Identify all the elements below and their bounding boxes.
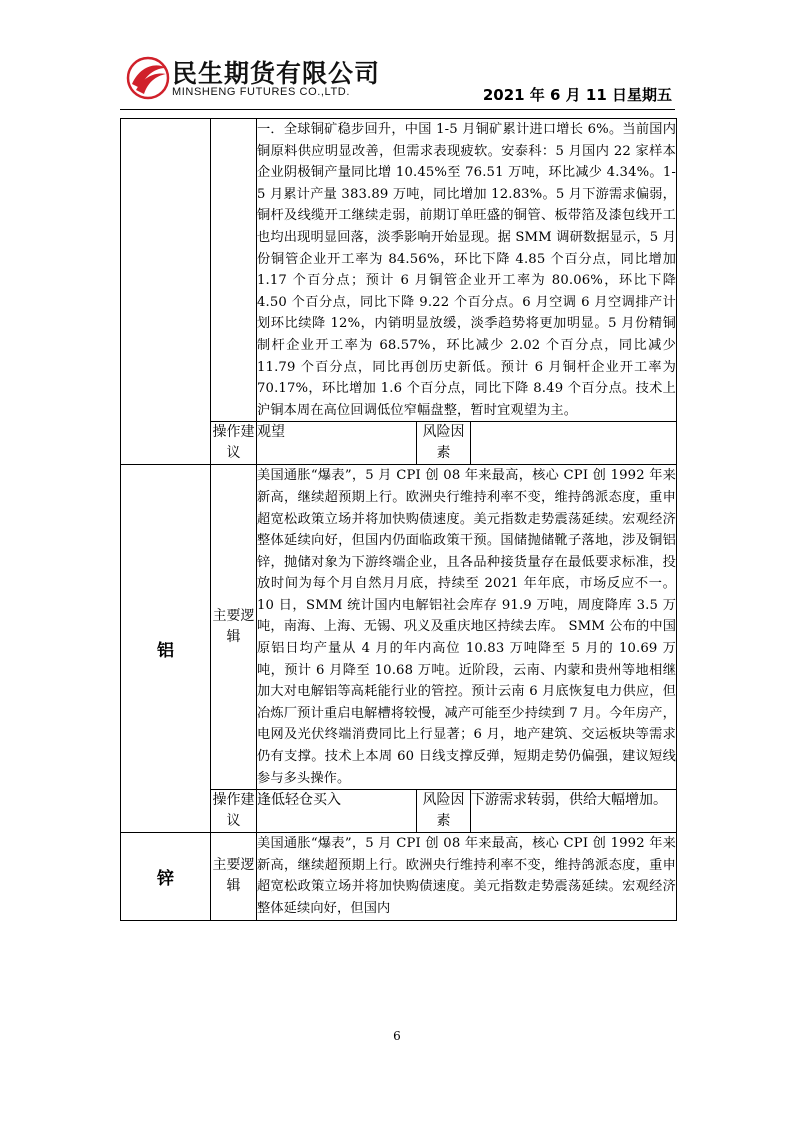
header-rule [120, 109, 675, 110]
aluminum-op-label: 操作建议 [211, 790, 257, 833]
zinc-logic-text: 美国通胀“爆表”，5 月 CPI 创 08 年来最高，核心 CPI 创 1992 年来新高，继续超预期上行。欧洲央行维持利率不变，维持鸽派态度，重申超宽松政策立场并将加快购债速度。美元指数走势震荡延续。宏观经济整体延续向好，但国内 [257, 833, 677, 920]
strategy-table [120, 118, 677, 921]
page-number: 6 [393, 1029, 401, 1043]
aluminum-risk-value: 下游需求转弱，供给大幅增加。 [471, 790, 677, 833]
aluminum-logic-text: 美国通胀“爆表”，5 月 CPI 创 08 年来最高，核心 CPI 创 1992 年来新高，继续超预期上行。欧洲央行维持利率不变，维持鸽派态度，重申超宽松政策立场并将加快购债速度。美元指数走势震荡延续。宏观经济整体延续向好，但国内仍面临政策干预。国储抛储靴子落地，涉及铜铝锌，抛储对象为下游终端企业，且各品种接货量存在最低要求标准，投放时间为每个月自然月月底，持续至 2021 年年底，市场反应不一。10 日，SMM 统计国内电解铝社会库存 91.9 万吨，周度降库 3.5 万吨，南海、上海、无锡、巩义及重庆地区持续去库。 SMM 公布的中国原铝日均产量从 4 月的年内高位 10.83 万吨降至 5 月的 10.69 万吨，预计 6 月降至 10.68 万吨。近阶段，云南、内蒙和贵州等地相继加大对电解铝等高耗能行业的管控。预计云南 6 月底恢复电力供应，但冶炼厂预计重启电解槽将较慢，减产可能至少持续到 7 月。今年房产，电网及光伏终端消费同比上行显著；6 月，地产建筑、交运板块等需求仍有支撑。技术上本周 60 日线支撑反弹，短期走势仍偏强，建议短线参与多头操作。 [257, 465, 677, 790]
copper-metal-cell [121, 119, 211, 465]
copper-op-value: 观望 [257, 422, 417, 465]
copper-op-label: 操作建议 [211, 422, 257, 465]
copper-logic-row [121, 119, 677, 422]
minsheng-logo-icon [126, 56, 170, 100]
copper-risk-label: 风险因素 [417, 422, 471, 465]
brand-name-en: MINSHENG FUTURES CO.,LTD. [172, 86, 350, 98]
aluminum-logic-label: 主要逻辑 [211, 465, 257, 790]
copper-logic-text: 一．全球铜矿稳步回升，中国 1-5 月铜矿累计进口增长 6%。当前国内铜原料供应明显改善，但需求表现疲软。安泰科：5 月国内 22 家样本企业阴极铜产量同比增 10.45%至 76.51 万吨，环比减少 4.34%。1-5 月累计产量 383.89 万吨，同比增加 12.83%。5 月下游需求偏弱，铜杆及线缆开工继续走弱，前期订单旺盛的铜管、板带箔及漆包线开工也均出现明显回落，淡季影响开始显现。据 SMM 调研数据显示，5 月份铜管企业开工率为 84.56%，环比下降 4.85 个百分点，同比增加 1.17 个百分点；预计 6 月铜管企业开工率为 80.06%，环比下降 4.50 个百分点，同比下降 9.22 个百分点。6 月空调 6 月空调排产计划环比续降 12%，内销明显放缓，淡季趋势将更加明显。5 月份精铜制杆企业开工率为 68.57%，环比减少 2.02 个百分点，同比减少 11.79 个百分点，同比再创历史新低。预计 6 月铜杆企业开工率为 70.17%，环比增加 1.6 个百分点，同比下降 8.49 个百分点。技术上沪铜本周在高位回调低位窄幅盘整，暂时宜观望为主。 [257, 119, 677, 422]
zinc-metal-label: 锌 [121, 833, 211, 920]
zinc-logic-label: 主要逻辑 [211, 833, 257, 920]
report-date: 2021 年 6 月 11 日星期五 [482, 86, 672, 104]
copper-risk-value [471, 422, 677, 465]
aluminum-risk-label: 风险因素 [417, 790, 471, 833]
zinc-logic-row [121, 833, 677, 920]
aluminum-metal-label: 铝 [121, 465, 211, 833]
aluminum-op-value: 逢低轻仓买入 [257, 790, 417, 833]
brand-name-cn: 民生期货有限公司 [172, 59, 381, 88]
copper-logic-label-cell [211, 119, 257, 422]
page-header [0, 0, 794, 112]
aluminum-logic-row [121, 465, 677, 790]
